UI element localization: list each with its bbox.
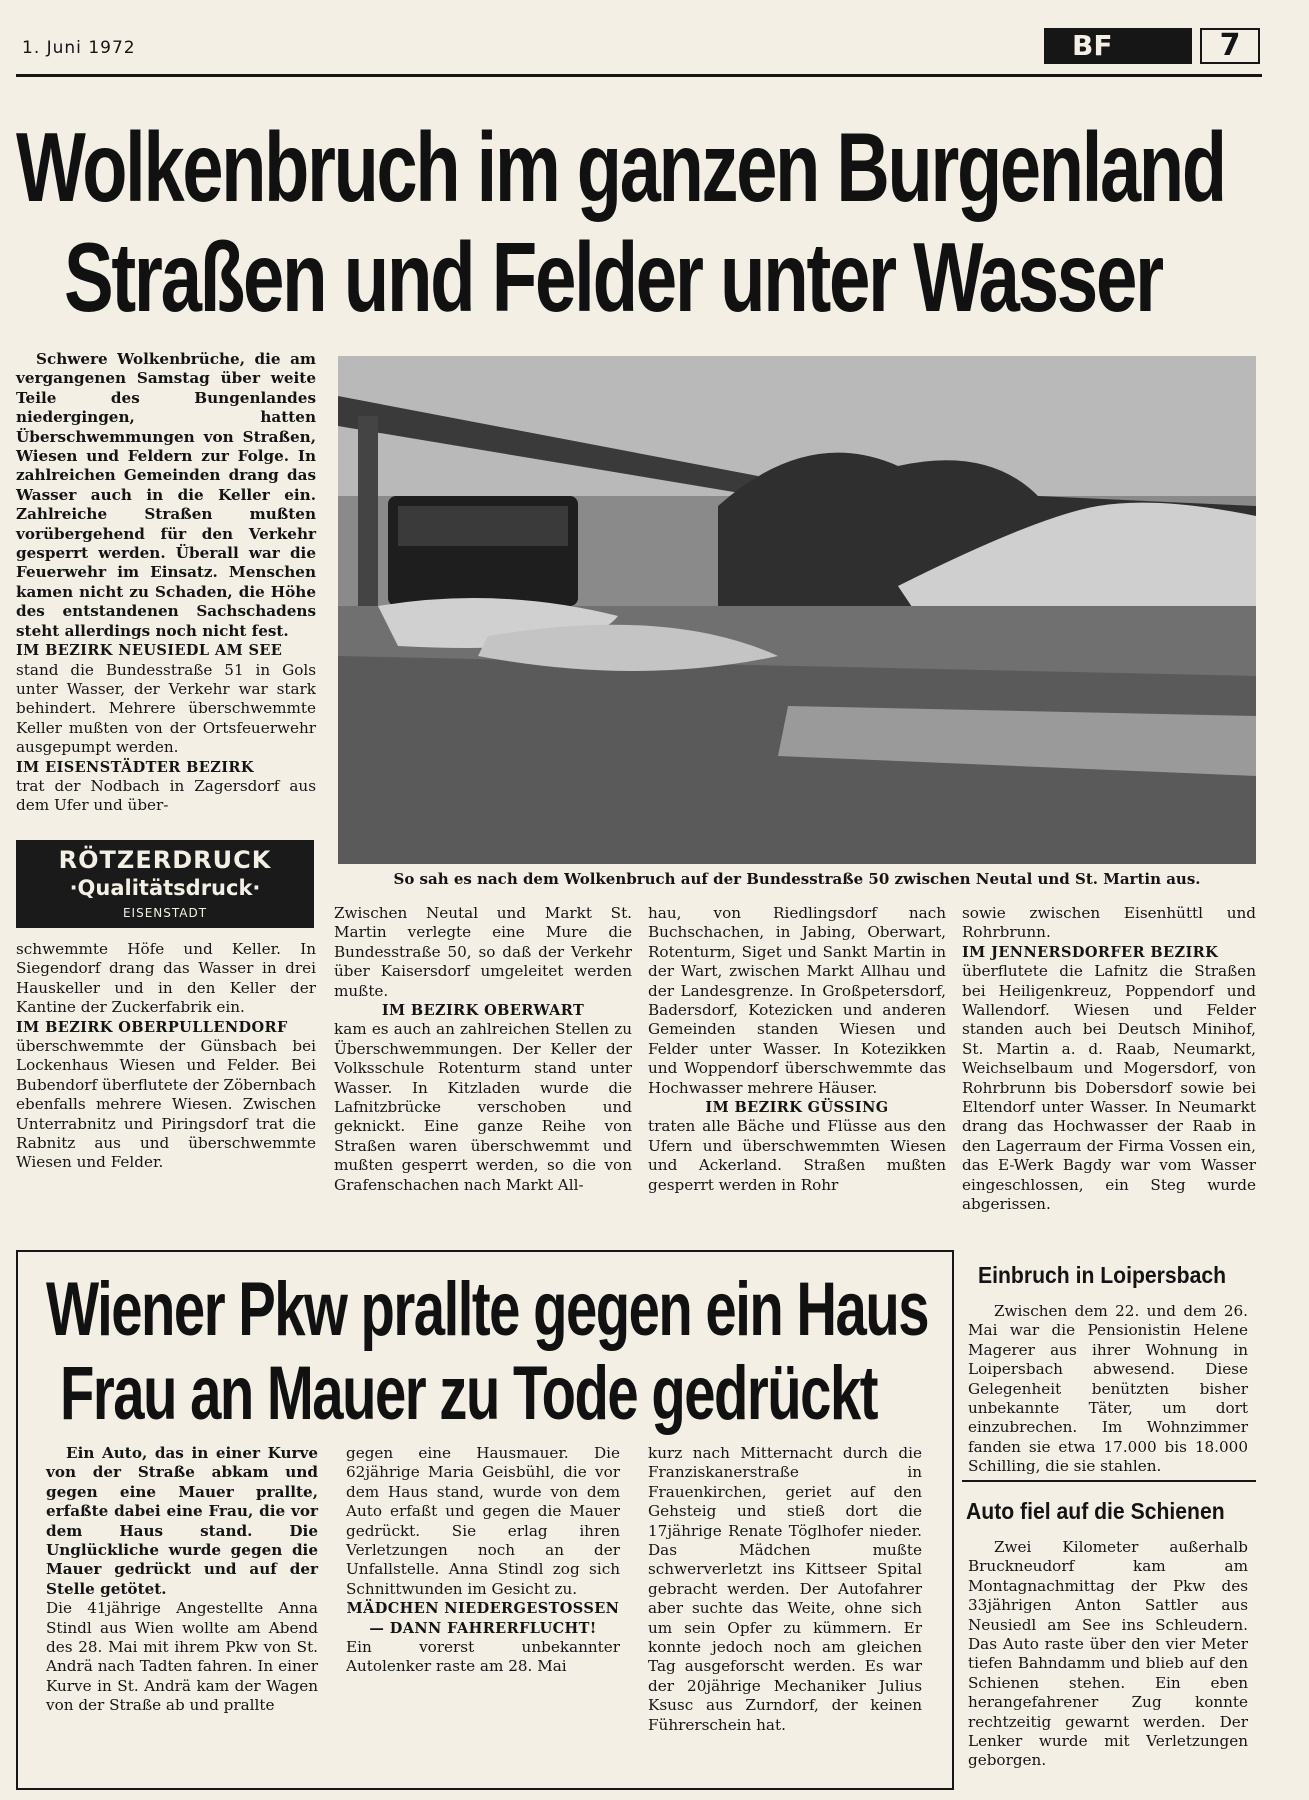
issue-date: 1. Juni 1972 <box>22 38 136 58</box>
body-paragraph: kurz nach Mitternacht durch die Franziskanerstraße in Frauenkirchen, geriet auf den Gehsteig und stieß dort die 17jährige Renate Töglhofer nieder. Das Mädchen mußte schwerverletzt ins Kittseer Spital gebracht werden. Der Autofahrer aber suchte das Weite, ohne sich um sein Opfer zu kümmern. Er konnte jedoch noch am gleichen Tag ausgeforscht werden. Es war der 20jährige Mechaniker Julius Ksusc aus Zurndorf, der keinen Führerschein hat. <box>648 1444 922 1734</box>
article1-col2 <box>334 904 632 1195</box>
article4-headline: Auto fiel auf die Schienen <box>966 1498 1225 1524</box>
article2-col1 <box>46 1444 318 1716</box>
main-headline-line2: Straßen und Felder unter Wasser <box>64 222 1162 332</box>
section-subhead: IM BEZIRK OBERWART <box>381 1002 585 1020</box>
lead-paragraph: Ein Auto, das in einer Kurve von der Straße abkam und gegen eine Mauer prallte, erfaßte dabei eine Frau, die vor dem Haus stand. Die Unglückliche wurde gegen die Mauer gedrückt und auf der Stelle getötet. <box>46 1444 318 1598</box>
ad-location: EISENSTADT <box>122 906 208 920</box>
article1-col4 <box>962 904 1256 1215</box>
lead-paragraph: Schwere Wolkenbrüche, die am vergangenen Samstag über weite Teile des Bungenlandes niedergingen, hatten Überschwemmungen von Straßen, Wiesen und Feldern zur Folge. In zahlreichen Gemeinden drang das Wasser auch in die Keller ein. Zahlreiche Straßen mußten vorübergehend für den Verkehr gesperrt werden. Überall war die Feuerwehr im Einsatz. Menschen kamen nicht zu Schaden, die Höhe des entstandenen Sachschadens steht allerdings noch nicht fest. <box>16 350 316 640</box>
body-paragraph: kam es auch an zahlreichen Stellen zu Überschwemmungen. Der Keller der Volksschule Rotenturm stand unter Wasser. In Kitzladen wurde die Lafnitzbrücke verschoben und geknickt. Eine ganze Reihe von Straßen waren überschwemmt und mußten gesperrt werden, so die von Grafenschachen nach Markt All- <box>334 1020 632 1194</box>
article2-headline-line2: Frau an Mauer zu Tode gedrückt <box>60 1351 878 1436</box>
article2-headline-line1: Wiener Pkw prallte gegen ein Haus <box>46 1267 929 1352</box>
article3-text <box>968 1302 1248 1477</box>
body-paragraph: überflutete die Lafnitz die Straßen bei Heiligenkreuz, Poppendorf und Wallendorf. Wiesen und Felder standen auch bei Deutsch Minihof, St. Martin a. d. Raab, Neumarkt, Weichselbaum und Mogersdorf, von Rohrbrunn bis Dobersdorf sowie bei Eltendorf unter Wasser. In Neumarkt drang das Hochwasser der Raab in den Lagerraum der Firma Vossen ein, das E-Werk Bagdy war vom Wasser eingeschlossen, ein Steg wurde abgerissen. <box>962 962 1256 1214</box>
body-paragraph: Die 41jährige Angestellte Anna Stindl aus Wien wollte am Abend des 28. Mai mit ihrem Pkw von St. Andrä nach Tadten fahren. In einer Kurve in St. Andrä kam der Wagen von der Straße ab und prallte <box>46 1599 318 1715</box>
district-subhead: IM BEZIRK NEUSIEDL AM SEE <box>16 642 283 660</box>
main-headline-line1: Wolkenbruch im ganzen Burgenland <box>16 112 1225 222</box>
photo-caption: So sah es nach dem Wolkenbruch auf der Bundesstraße 50 zwischen Neutal und St. Martin aus. <box>393 870 1201 888</box>
article2-col3 <box>648 1444 922 1735</box>
body-paragraph: schwemmte Höfe und Keller. In Siegendorf drang das Wasser in drei Hauskeller und in den Keller der Kantine der Zuckerfabrik ein. <box>16 940 316 1017</box>
district-subhead: IM BEZIRK OBERPULLENDORF <box>16 1018 288 1036</box>
ad-brand: RÖTZERDRUCK <box>58 846 272 874</box>
section-subhead: MÄDCHEN NIEDERGESTOSSEN — DANN FAHRERFLUCHT! <box>346 1600 620 1637</box>
article2-col2 <box>346 1444 620 1677</box>
article3-paragraph: Zwischen dem 22. und dem 26. Mai war die Pensionistin Helene Magerer aus ihrer Wohnung in Loipersbach abwesend. Diese Gelegenheit benützten bisher unbekannte Täter, um dort einzubrechen. Im Wohnzimmer fanden sie etwa 17.000 bis 18.000 Schilling, die sie stahlen. <box>968 1302 1248 1476</box>
body-paragraph: sowie zwischen Eisenhüttl und Rohrbrunn. <box>962 904 1256 942</box>
body-paragraph: Zwischen Neutal und Markt St. Martin verlegte eine Mure die Bundesstraße 50, so daß der Verkehr über Kaisersdorf umgeleitet werden mußte. <box>334 904 632 1000</box>
district-subhead: IM EISENSTÄDTER BEZIRK <box>16 758 254 776</box>
article1-col1 <box>16 350 316 816</box>
body-paragraph: Ein vorerst unbekannter Autolenker raste am 28. Mai <box>346 1638 620 1676</box>
article1-col1b <box>16 940 316 1173</box>
masthead-rule <box>16 74 1262 77</box>
article4-text <box>968 1538 1248 1771</box>
page-number: 7 <box>1200 28 1260 64</box>
body-paragraph: stand die Bundesstraße 51 in Gols unter Wasser, der Verkehr war stark behindert. Mehrere überschwemmte Keller mußten von der Ortsfeuerwehr ausgepumpt werden. <box>16 660 316 757</box>
article3-headline: Einbruch in Loipersbach <box>978 1262 1227 1288</box>
article3-rule <box>962 1480 1256 1482</box>
section-label: BF <box>1044 28 1192 64</box>
body-paragraph: hau, von Riedlingsdorf nach Buchschachen, in Jabing, Oberwart, Rotenturm, Siget und Sankt Martin in der Wart, zwischen Markt Allhau und der Landesgrenze. In Großpetersdorf, Badersdorf, Kotezicken und anderen Gemeinden standen Wiesen und Felder unter Wasser. In Kotezikken und Woppendorf überschwemmte das Hochwasser mehrere Häuser. <box>648 904 946 1097</box>
article1-col3 <box>648 904 946 1195</box>
article4-paragraph: Zwei Kilometer außerhalb Bruckneudorf kam am Montagnachmittag der Pkw des 33jährigen Anton Sattler aus Neusiedl am See ins Schleudern. Das Auto raste über den vier Meter tiefen Bahndamm und blieb auf den Schienen stehen. Ein eben herangefahrener Zug konnte rechtzeitig gewarnt werden. Der Lenker wurde mit Verletzungen geborgen. <box>968 1538 1248 1770</box>
ad-slogan: ·Qualitätsdruck· <box>69 876 261 900</box>
body-paragraph: traten alle Bäche und Flüsse aus den Ufern und überschwemmten Wiesen und Ackerland. Straßen mußten gesperrt werden in Rohr <box>648 1117 946 1194</box>
flood-photo-image <box>338 356 1256 864</box>
flood-photo <box>338 356 1256 864</box>
body-paragraph: trat der Nodbach in Zagersdorf aus dem Ufer und über- <box>16 776 316 815</box>
body-paragraph: gegen eine Hausmauer. Die 62jährige Maria Geisbühl, die vor dem Haus stand, wurde von dem Auto erfaßt und gegen die Mauer gedrückt. Sie erlag ihren Verletzungen noch an der Unfallstelle. Anna Stindl zog sich Schnittwunden im Gesicht zu. <box>346 1444 620 1598</box>
district-subhead: IM JENNERSDORFER BEZIRK <box>962 943 1219 961</box>
advertisement <box>16 840 314 928</box>
body-paragraph: überschwemmte der Günsbach bei Lockenhaus Wiesen und Felder. Bei Bubendorf überflutete der Zöbernbach ebenfalls mehrere Wiesen. Zwischen Unterrabnitz und Piringsdorf trat die Rabnitz aus und überschwemmte Wiesen und Felder. <box>16 1037 316 1172</box>
section-subhead: IM BEZIRK GÜSSING <box>705 1099 889 1117</box>
